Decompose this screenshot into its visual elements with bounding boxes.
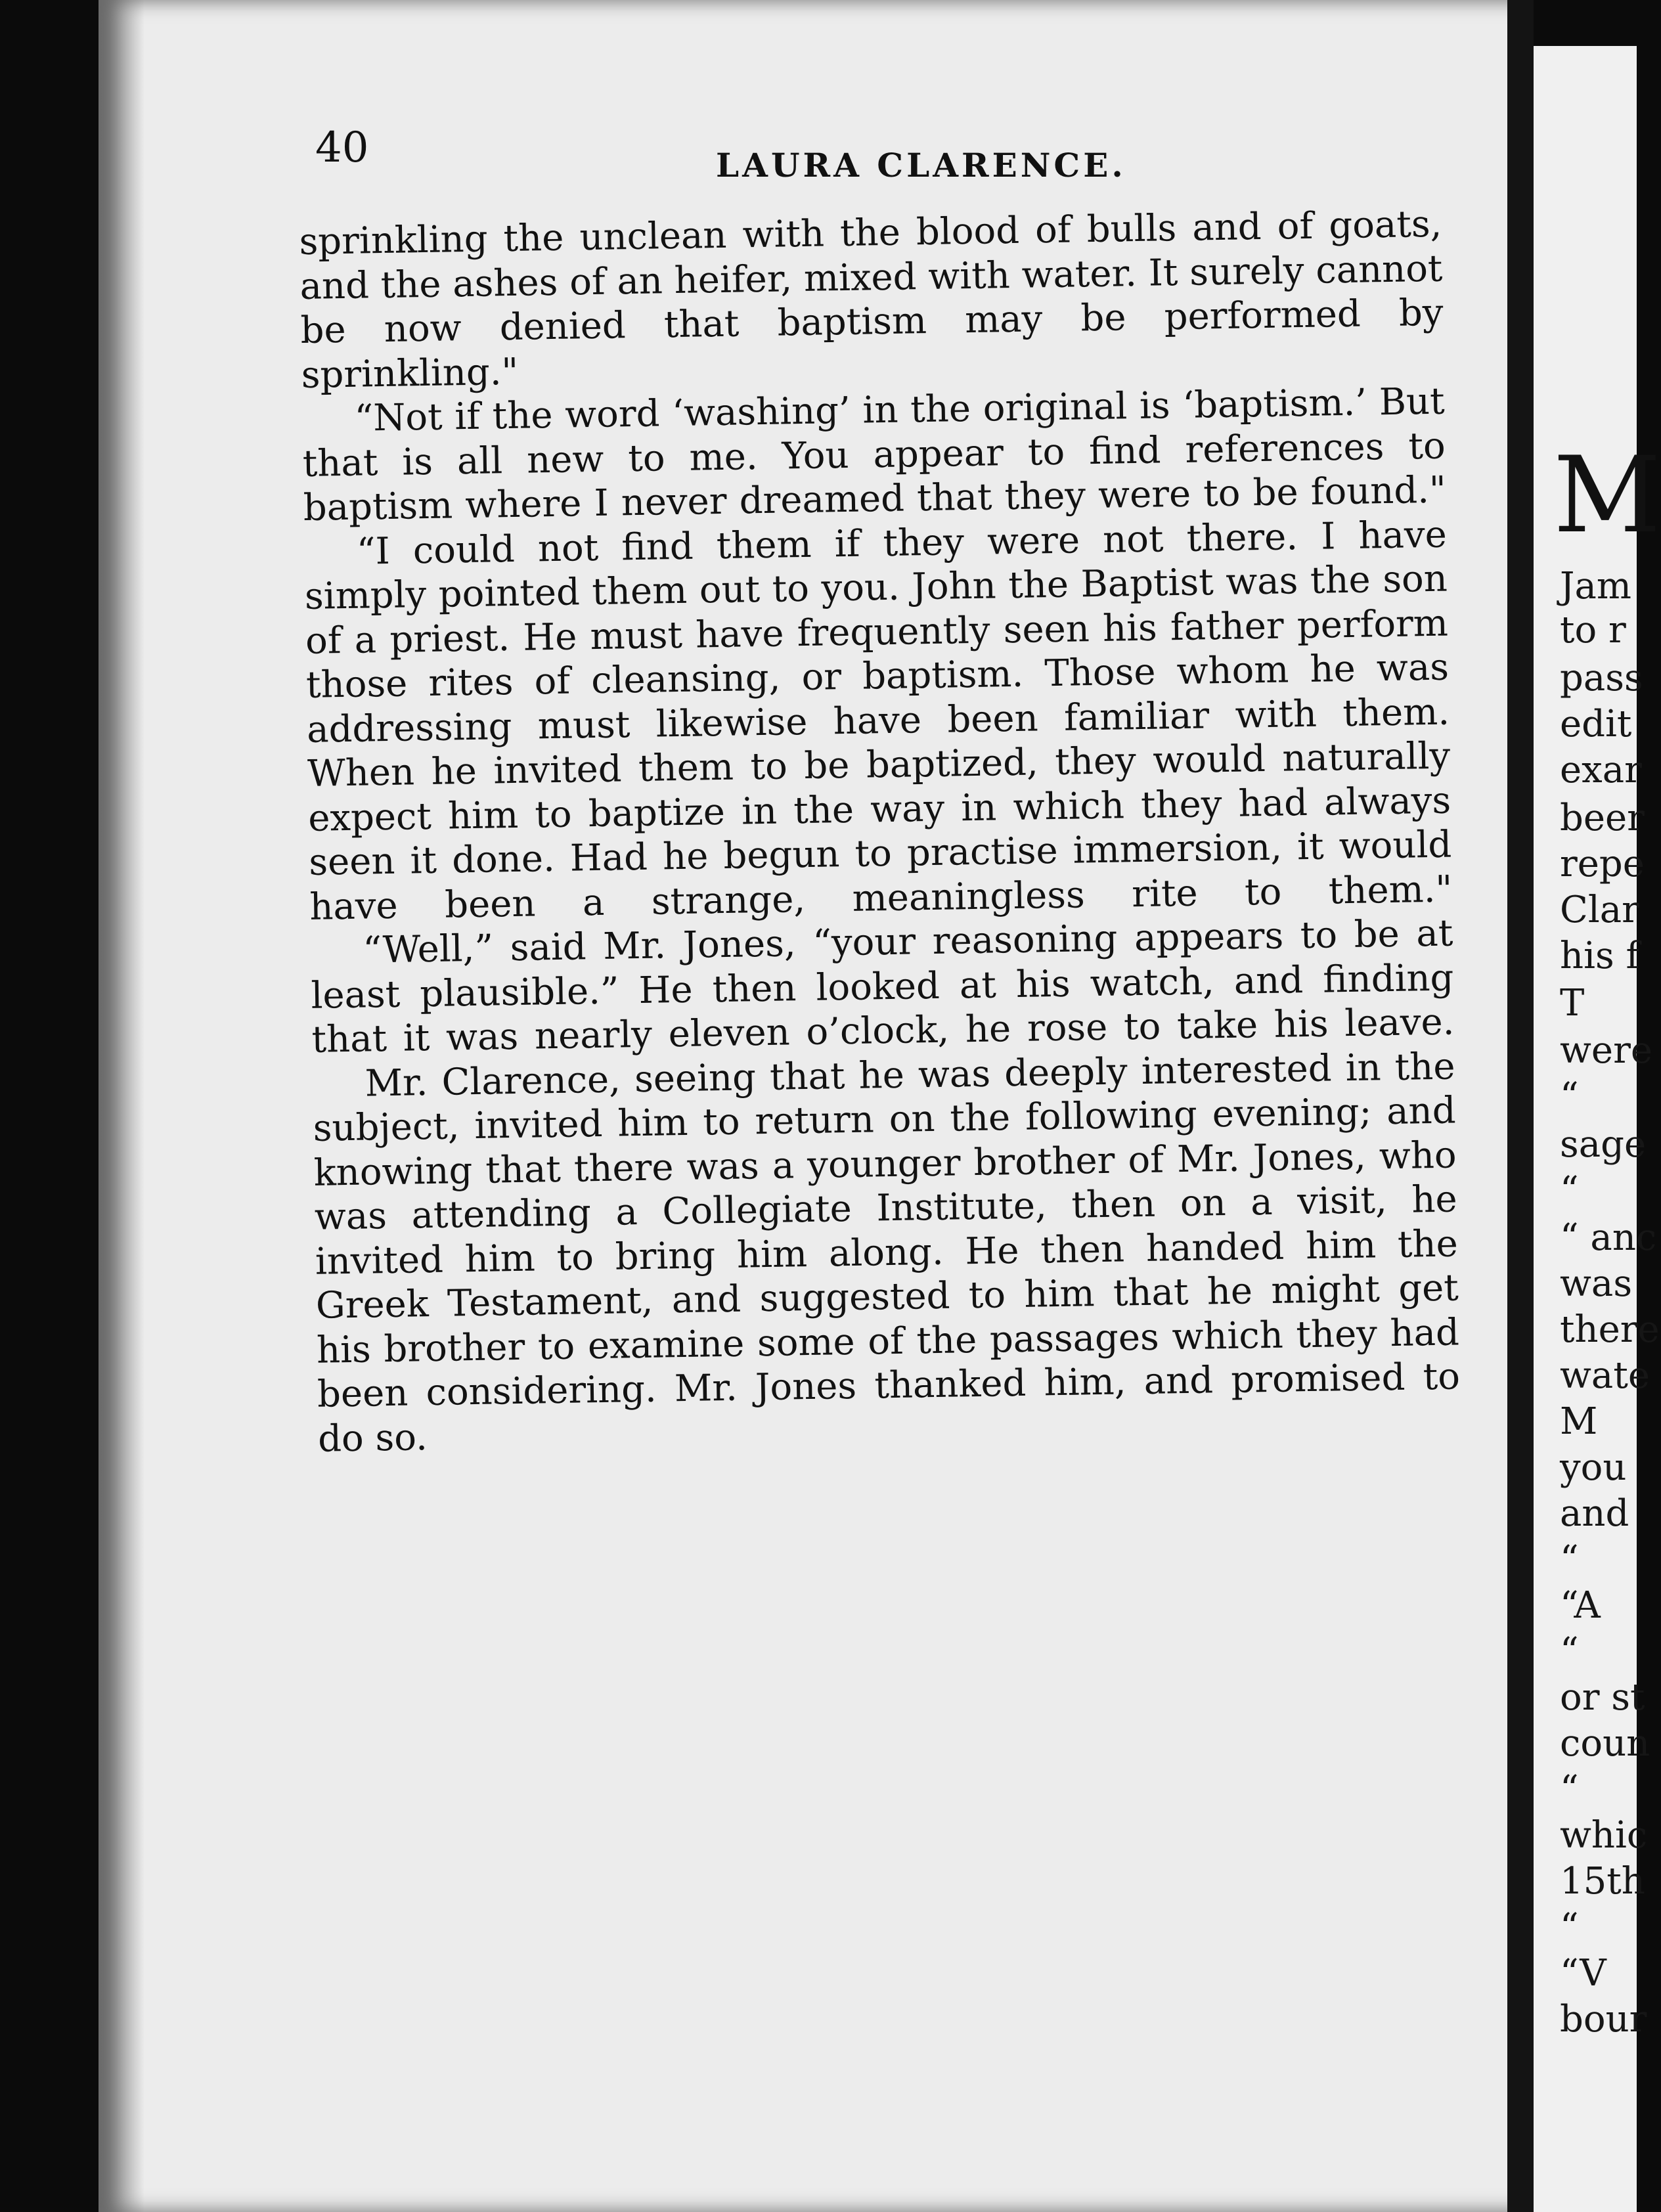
right-page-line: beer <box>1560 797 1645 839</box>
right-page-line: Clar <box>1560 889 1639 931</box>
right-page-line: “ anc <box>1560 1216 1657 1259</box>
right-page-line: T <box>1560 982 1585 1025</box>
right-page-line: wate <box>1560 1354 1650 1397</box>
right-page-line: “V <box>1560 1952 1606 1995</box>
right-page-line: “ <box>1560 1538 1579 1581</box>
right-page-line: or st <box>1560 1676 1645 1719</box>
right-page-line: coun <box>1560 1722 1650 1765</box>
drop-cap: M <box>1553 433 1661 556</box>
right-page-line: edit <box>1560 703 1632 745</box>
right-page-line: to r <box>1560 609 1626 652</box>
right-page-line: and <box>1560 1492 1629 1535</box>
right-page-edge <box>1534 46 1661 2212</box>
right-page-line: were <box>1560 1029 1652 1072</box>
right-page-line: you <box>1560 1446 1627 1489</box>
book-gutter <box>1507 0 1534 2212</box>
running-head: LAURA CLARENCE. <box>716 146 1126 185</box>
right-page-line: “ <box>1560 1768 1579 1811</box>
paragraph: Mr. Clarence, seeing that he was deeply interested in the subject, invited him to return on the following evening; and knowing that there was a younger brother of Mr. Jones, who was attending a Collegiate Institute, then on a visit, he invited him to bring him along. He then handed him the Greek Testament, and suggested to him that he might get his brother to examine some of the passages which they had been considering. Mr. Jones thanked him, and promised to do so. <box>313 1045 1461 1461</box>
right-page-line: “ <box>1560 1169 1579 1212</box>
right-page-line: there <box>1560 1308 1660 1351</box>
right-page-line: bour <box>1560 1998 1647 2041</box>
paragraph: “Not if the word ‘washing’ in the original is ‘baptism.’ But that is all new to me. You appear to find references to baptism where I never dreamed that they were to be found." <box>302 380 1447 529</box>
right-page-line: 15th <box>1560 1860 1645 1903</box>
spine-shadow <box>99 0 144 2212</box>
paragraph: sprinkling the unclean with the blood of bulls and of goats, and the ashes of an heifer, mixed with water. It surely cannot be now denied that baptism may be performed by sprinkling." <box>299 202 1444 397</box>
right-page-line: repe <box>1560 843 1645 885</box>
right-page-line: “ <box>1560 1075 1579 1118</box>
right-page-line: Jam <box>1560 565 1631 608</box>
paragraph: “I could not find them if they were not there. I have simply pointed them out to you. John the Baptist was the son of a priest. He must have frequently seen his father perform those rites of cleansing, or baptism. Those whom he was addressing must likewise have been familiar with them. When he invited them to be baptized, they would naturally expect him to baptize in the way in which they had always seen it done. Had he begun to practise immersion, it would have been a strange, meaningless rite to them." <box>304 513 1453 929</box>
right-page-line: “ <box>1560 1906 1579 1949</box>
right-page-line: exar <box>1560 749 1642 791</box>
page-number: 40 <box>315 123 369 172</box>
right-page-line: M <box>1560 1400 1598 1443</box>
paragraph: “Well,” said Mr. Jones, “your reasoning appears to be at least plausible.” He then looked at his watch, and finding that it was nearly eleven o’clock, he rose to take his leave. <box>311 912 1455 1061</box>
right-page-line: sage <box>1560 1123 1647 1166</box>
body-text <box>299 202 1461 1461</box>
right-page-line: “A <box>1560 1584 1601 1627</box>
right-page-line: whic <box>1560 1814 1648 1857</box>
right-page-line: pass <box>1560 657 1643 699</box>
right-page-line: “ <box>1560 1630 1579 1673</box>
right-page-line: his f <box>1560 935 1640 977</box>
right-page-line: was <box>1560 1262 1633 1305</box>
